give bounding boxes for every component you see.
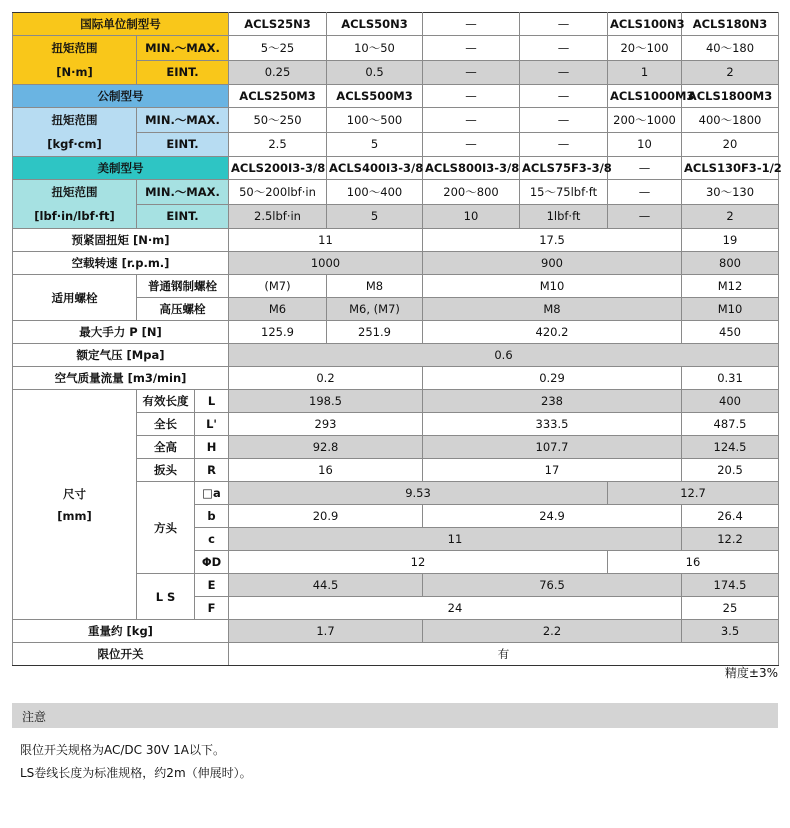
dim-symbol: L bbox=[195, 390, 229, 413]
dim-symbol: F bbox=[195, 597, 229, 620]
value-cell: M10 bbox=[682, 298, 779, 321]
value-cell: 15～75lbf·ft bbox=[520, 180, 608, 205]
model-cell: ACLS130F3-1/2 bbox=[682, 157, 779, 180]
value-cell: — bbox=[423, 108, 520, 133]
pressure-label: 额定气压 [Mpa] bbox=[13, 344, 229, 367]
value-cell: 0.29 bbox=[423, 367, 682, 390]
value-cell: 16 bbox=[608, 551, 779, 574]
eint-label: EINT. bbox=[137, 132, 229, 157]
value-cell: 11 bbox=[229, 528, 682, 551]
value-cell: 198.5 bbox=[229, 390, 423, 413]
bolt-label: 适用螺栓 bbox=[13, 275, 137, 321]
value-cell: 0.5 bbox=[327, 60, 423, 85]
value-cell: 3.5 bbox=[682, 620, 779, 643]
weight-label: 重量约 [kg] bbox=[13, 620, 229, 643]
dim-symbol: H bbox=[195, 436, 229, 459]
dim-symbol: R bbox=[195, 459, 229, 482]
range-label: 扭矩范围 bbox=[51, 41, 98, 55]
model-cell: ACLS1800M3 bbox=[682, 85, 779, 108]
us-range-row bbox=[13, 180, 779, 205]
range-label: 扭矩范围 bbox=[51, 113, 98, 127]
value-cell: M8 bbox=[423, 298, 682, 321]
value-cell: 2.5lbf·in bbox=[229, 204, 327, 229]
spec-table bbox=[12, 12, 782, 666]
value-cell: 1000 bbox=[229, 252, 423, 275]
value-cell: — bbox=[423, 132, 520, 157]
value-cell: 17 bbox=[423, 459, 682, 482]
value-cell: M8 bbox=[327, 275, 423, 298]
value-cell: 92.8 bbox=[229, 436, 423, 459]
value-cell: 16 bbox=[229, 459, 423, 482]
value-cell: — bbox=[520, 60, 608, 85]
preset-label: 预紧固扭矩 [N·m] bbox=[13, 229, 229, 252]
value-cell: 12.7 bbox=[608, 482, 779, 505]
value-cell: M6, (M7) bbox=[327, 298, 423, 321]
value-cell: — bbox=[608, 180, 682, 205]
intl-title: 国际单位制型号 bbox=[13, 13, 229, 36]
value-cell: 10 bbox=[608, 132, 682, 157]
bolt-normal-row bbox=[13, 275, 779, 298]
metric-range-row bbox=[13, 108, 779, 133]
value-cell: 100～500 bbox=[327, 108, 423, 133]
value-cell: 450 bbox=[682, 321, 779, 344]
value-cell: — bbox=[423, 36, 520, 61]
value-cell: 24 bbox=[229, 597, 682, 620]
limit-row bbox=[13, 643, 779, 666]
value-cell: 10 bbox=[423, 204, 520, 229]
value-cell: 800 bbox=[682, 252, 779, 275]
value-cell: 5 bbox=[327, 132, 423, 157]
model-cell: — bbox=[608, 157, 682, 180]
value-cell: 50～250 bbox=[229, 108, 327, 133]
value-cell: 12.2 bbox=[682, 528, 779, 551]
force-row bbox=[13, 321, 779, 344]
minmax-label: MIN.～MAX. bbox=[137, 108, 229, 133]
eint-label: EINT. bbox=[137, 204, 229, 229]
flow-label: 空气质量流量 [m3/min] bbox=[13, 367, 229, 390]
dim-label: 全高 bbox=[137, 436, 195, 459]
value-cell: 2.5 bbox=[229, 132, 327, 157]
value-cell: 76.5 bbox=[423, 574, 682, 597]
metric-range-label bbox=[13, 108, 137, 157]
value-cell: 25 bbox=[682, 597, 779, 620]
eint-label: EINT. bbox=[137, 60, 229, 85]
range-unit: [lbf·in/lbf·ft] bbox=[34, 209, 115, 223]
model-cell: ACLS180N3 bbox=[682, 13, 779, 36]
value-cell: (M7) bbox=[229, 275, 327, 298]
model-cell: ACLS50N3 bbox=[327, 13, 423, 36]
dim-label: 全长 bbox=[137, 413, 195, 436]
dim-symbol: L' bbox=[195, 413, 229, 436]
value-cell: 293 bbox=[229, 413, 423, 436]
value-cell: 124.5 bbox=[682, 436, 779, 459]
value-cell: 50～200lbf·in bbox=[229, 180, 327, 205]
model-cell: — bbox=[423, 85, 520, 108]
model-cell: ACLS400I3-3/8 bbox=[327, 157, 423, 180]
value-cell: — bbox=[520, 132, 608, 157]
note-title: 注意 bbox=[22, 710, 47, 724]
accuracy-note: 精度±3% bbox=[724, 666, 778, 680]
value-cell: 0.6 bbox=[229, 344, 779, 367]
note-line: LS卷线长度为标准规格，约2m（伸展时）。 bbox=[20, 766, 252, 780]
value-cell: 40～180 bbox=[682, 36, 779, 61]
model-cell: ACLS200I3-3/8 bbox=[229, 157, 327, 180]
us-header-row bbox=[13, 157, 779, 180]
model-cell: — bbox=[520, 85, 608, 108]
value-cell: 30～130 bbox=[682, 180, 779, 205]
model-cell: ACLS25N3 bbox=[229, 13, 327, 36]
preset-row bbox=[13, 229, 779, 252]
intl-range-row bbox=[13, 36, 779, 61]
value-cell: 17.5 bbox=[423, 229, 682, 252]
range-label: 扭矩范围 bbox=[51, 185, 98, 199]
dim-eff-len-row bbox=[13, 390, 779, 413]
metric-header-row bbox=[13, 85, 779, 108]
dim-label: 有效长度 bbox=[137, 390, 195, 413]
value-cell: 487.5 bbox=[682, 413, 779, 436]
model-cell: ACLS100N3 bbox=[608, 13, 682, 36]
value-cell: 12 bbox=[229, 551, 608, 574]
value-cell: 10～50 bbox=[327, 36, 423, 61]
model-cell: ACLS250M3 bbox=[229, 85, 327, 108]
range-unit: [kgf·cm] bbox=[47, 137, 102, 151]
force-label: 最大手力 P [N] bbox=[13, 321, 229, 344]
value-cell: 5 bbox=[327, 204, 423, 229]
value-cell: 26.4 bbox=[682, 505, 779, 528]
dim-symbol: ΦD bbox=[195, 551, 229, 574]
dim-label: 扳头 bbox=[137, 459, 195, 482]
value-cell: 100～400 bbox=[327, 180, 423, 205]
dim-label: L S bbox=[137, 574, 195, 620]
dims-title: 尺寸 bbox=[63, 486, 86, 501]
value-cell: 11 bbox=[229, 229, 423, 252]
model-cell: — bbox=[423, 13, 520, 36]
value-cell: 238 bbox=[423, 390, 682, 413]
value-cell: 174.5 bbox=[682, 574, 779, 597]
model-cell: — bbox=[520, 13, 608, 36]
value-cell: 19 bbox=[682, 229, 779, 252]
value-cell: 0.2 bbox=[229, 367, 423, 390]
value-cell: 44.5 bbox=[229, 574, 423, 597]
dim-symbol: b bbox=[195, 505, 229, 528]
value-cell: M12 bbox=[682, 275, 779, 298]
value-cell: 200～800 bbox=[423, 180, 520, 205]
value-cell: 20.5 bbox=[682, 459, 779, 482]
note-line: 限位开关规格为AC/DC 30V 1A以下。 bbox=[20, 743, 225, 757]
value-cell: 1lbf·ft bbox=[520, 204, 608, 229]
model-cell: ACLS75F3-3/8 bbox=[520, 157, 608, 180]
value-cell: 2.2 bbox=[423, 620, 682, 643]
dim-symbol: c bbox=[195, 528, 229, 551]
value-cell: 9.53 bbox=[229, 482, 608, 505]
value-cell: 333.5 bbox=[423, 413, 682, 436]
value-cell: 20.9 bbox=[229, 505, 423, 528]
value-cell: 2 bbox=[682, 60, 779, 85]
pressure-row bbox=[13, 344, 779, 367]
dims-unit: [mm] bbox=[57, 508, 92, 523]
value-cell: — bbox=[520, 36, 608, 61]
bolt-normal-label: 普通钢制螺栓 bbox=[137, 275, 229, 298]
value-cell: 5～25 bbox=[229, 36, 327, 61]
value-cell: 0.31 bbox=[682, 367, 779, 390]
us-range-label bbox=[13, 180, 137, 229]
model-cell: ACLS800I3-3/8 bbox=[423, 157, 520, 180]
dim-symbol: E bbox=[195, 574, 229, 597]
note-header-bar bbox=[12, 703, 778, 728]
weight-row bbox=[13, 620, 779, 643]
intl-header-row bbox=[13, 13, 779, 36]
value-cell: 125.9 bbox=[229, 321, 327, 344]
model-cell: ACLS1000M3 bbox=[608, 85, 682, 108]
range-unit: [N·m] bbox=[56, 65, 93, 79]
value-cell: 有 bbox=[229, 643, 779, 666]
value-cell: 24.9 bbox=[423, 505, 682, 528]
value-cell: — bbox=[423, 60, 520, 85]
value-cell: 1 bbox=[608, 60, 682, 85]
metric-title: 公制型号 bbox=[13, 85, 229, 108]
value-cell: 200～1000 bbox=[608, 108, 682, 133]
value-cell: 400～1800 bbox=[682, 108, 779, 133]
dims-label bbox=[13, 390, 137, 620]
value-cell: 0.25 bbox=[229, 60, 327, 85]
value-cell: 20～100 bbox=[608, 36, 682, 61]
value-cell: 900 bbox=[423, 252, 682, 275]
model-cell: ACLS500M3 bbox=[327, 85, 423, 108]
dim-symbol: □a bbox=[195, 482, 229, 505]
intl-range-label bbox=[13, 36, 137, 85]
bolt-high-label: 高压螺栓 bbox=[137, 298, 229, 321]
limit-label: 限位开关 bbox=[13, 643, 229, 666]
value-cell: 420.2 bbox=[423, 321, 682, 344]
speed-row bbox=[13, 252, 779, 275]
minmax-label: MIN.～MAX. bbox=[137, 36, 229, 61]
value-cell: — bbox=[608, 204, 682, 229]
speed-label: 空载转速 [r.p.m.] bbox=[13, 252, 229, 275]
us-title: 美制型号 bbox=[13, 157, 229, 180]
value-cell: M10 bbox=[423, 275, 682, 298]
flow-row bbox=[13, 367, 779, 390]
value-cell: 400 bbox=[682, 390, 779, 413]
value-cell: — bbox=[520, 108, 608, 133]
minmax-label: MIN.～MAX. bbox=[137, 180, 229, 205]
value-cell: 251.9 bbox=[327, 321, 423, 344]
value-cell: 2 bbox=[682, 204, 779, 229]
dim-label: 方头 bbox=[137, 482, 195, 574]
value-cell: 20 bbox=[682, 132, 779, 157]
value-cell: 107.7 bbox=[423, 436, 682, 459]
value-cell: M6 bbox=[229, 298, 327, 321]
value-cell: 1.7 bbox=[229, 620, 423, 643]
